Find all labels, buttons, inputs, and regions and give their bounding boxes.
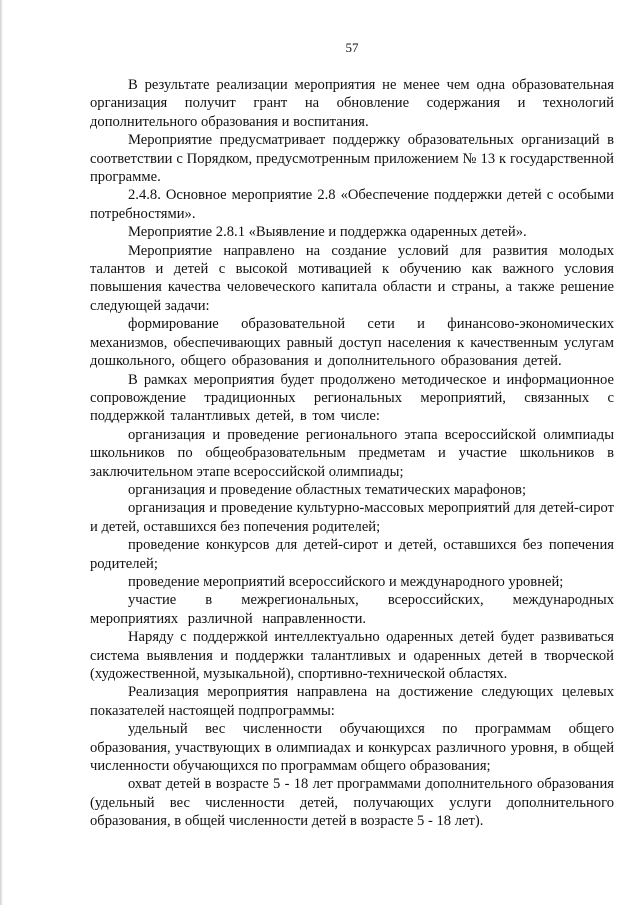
list-item-4: проведение конкурсов для детей-сирот и детей, оставшихся без попечения родителей; [90,537,614,572]
list-item-2: организация и проведение областных тематических марафонов; [128,481,527,498]
paragraph-5: Мероприятие направлено на создание условий для развития молодых талантов и детей с высокой мотивацией к обучению как важного условия повышения качества человеческого капитала области и страны, а также решение следующей задачи: [90,242,614,314]
list-item-3: организация и проведение культурно-массовых мероприятий для детей-сирот и детей, оставшихся без попечения родителей; [90,500,614,535]
paragraph-9: Реализация мероприятия направлена на достижение следующих целевых показателей настоящей подпрограммы: [90,684,614,719]
indicator-item-1: удельный вес численности обучающихся по программам общего образования, участвующих в олимпиадах и конкурсах различного уровня, в общей численности обучающихся по программам общего образования; [90,721,614,775]
list-item-6: участие в межрегиональных, всероссийских, международных мероприятиях различной направленности. [90,592,614,627]
paragraph-4-subsection-heading: Мероприятие 2.8.1 «Выявление и поддержка одаренных детей». [128,224,527,241]
paragraph-6: формирование образовательной сети и финансово-экономических механизмов, обеспечивающих равный доступ населения к качественным услугам дошкольного, общего образования и дополнительного образования детей. [90,316,614,370]
indicator-item-2: охват детей в возрасте 5 - 18 лет программами дополнительного образования (удельный вес численности детей, получающих услуги дополнительного образования, в общей численности детей в возрасте 5 - 18 лет). [90,776,614,830]
list-item-1: организация и проведение регионального этапа всероссийской олимпиады школьников по общеобразовательным предметам и участие школьников в заключительном этапе всероссийской олимпиады; [90,426,614,480]
paragraph-3-section-heading: 2.4.8. Основное мероприятие 2.8 «Обеспечение поддержки детей с особыми потребностями». [90,187,614,222]
list-item-5: проведение мероприятий всероссийского и международного уровней; [128,573,564,590]
page-number: 57 [345,40,359,55]
paragraph-1: В результате реализации мероприятия не менее чем одна образовательная организация получит грант на обновление содержания и технологий дополнительного образования и воспитания. [90,77,614,130]
paragraph-7: В рамках мероприятия будет продолжено методическое и информационное сопровождение традиционных региональных мероприятий, связанных с поддержкой талантливых детей, в том числе: [90,371,614,425]
paragraph-8: Наряду с поддержкой интеллектуально одаренных детей будет развиваться система выявления и поддержки талантливых и одаренных детей в творческой (художественной, музыкальной), спортивно-технической областях. [90,629,614,682]
paragraph-2: Мероприятие предусматривает поддержку образовательных организаций в соответствии с Порядком, предусмотренным приложением № 13 к государственной программе. [90,132,614,186]
scan-edge-shadow [0,0,3,905]
